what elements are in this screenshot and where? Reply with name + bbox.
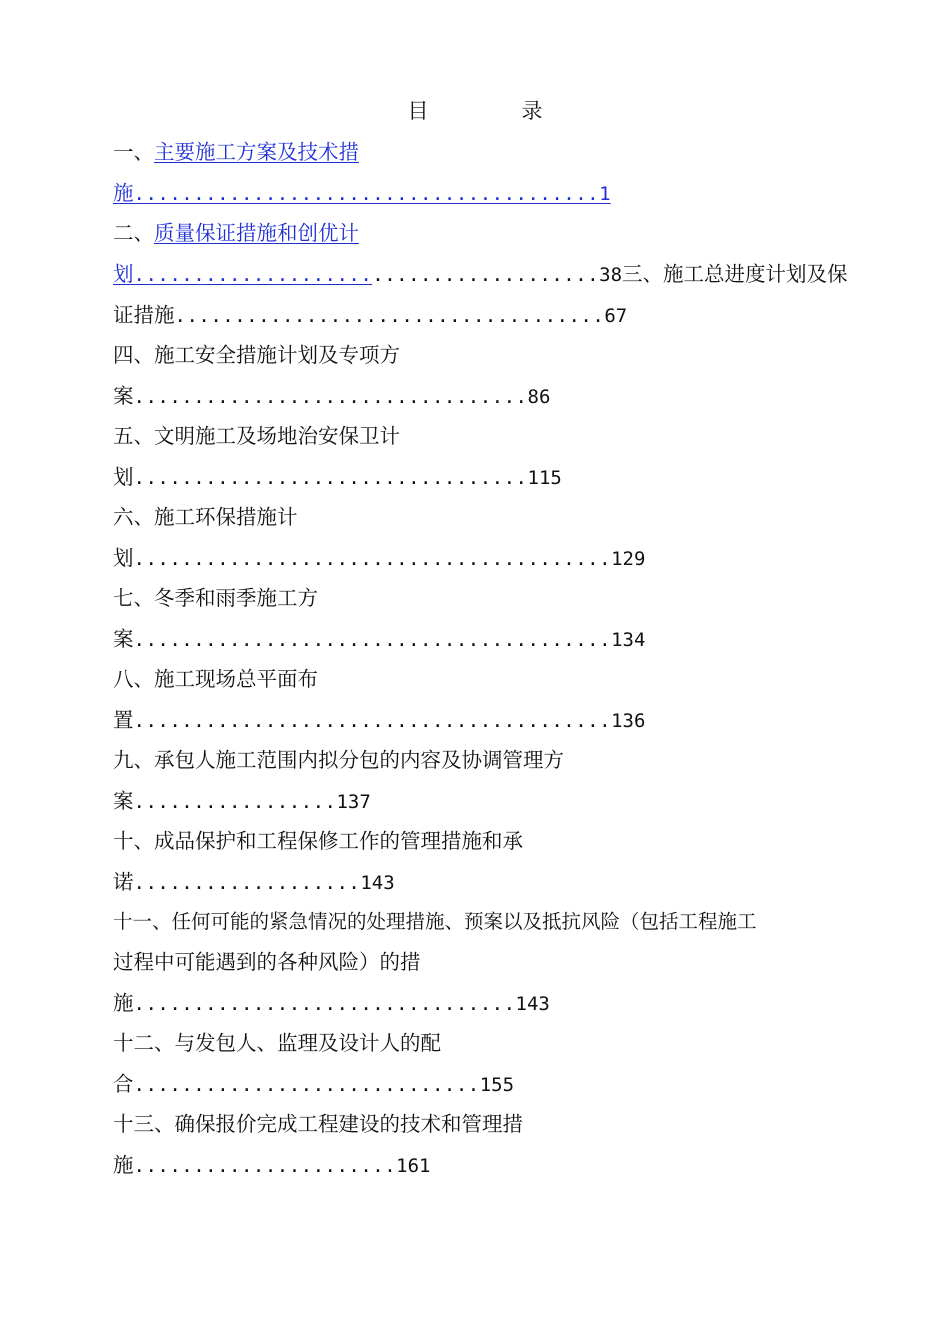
toc-entry-3-leader: .................................... <box>174 305 605 327</box>
toc-entry-11-page-line <box>113 989 550 1018</box>
toc-entry-1-heading <box>113 138 359 166</box>
toc-entry-13-heading: 十三、确保报价完成工程建设的技术和管理措 <box>113 1112 523 1136</box>
toc-entry-4-heading: 四、施工安全措施计划及专项方 <box>113 343 400 367</box>
toc-entry-13-page: 161 <box>396 1155 431 1177</box>
toc-entry-2-leader-link: .................... <box>133 264 373 286</box>
toc-entry-5-heading: 五、文明施工及场地治安保卫计 <box>113 424 400 448</box>
toc-entry-9-page: 137 <box>336 791 371 813</box>
toc-entry-7-heading: 七、冬季和雨季施工方 <box>113 586 318 610</box>
toc-entry-7-page: 134 <box>611 629 646 651</box>
toc-entry-9-leader: ................. <box>133 791 337 813</box>
toc-entry-9-word: 案 <box>113 789 134 813</box>
toc-entry-10-leader: ................... <box>133 872 361 894</box>
toc-entry-12-word: 合 <box>113 1072 134 1096</box>
toc-entry-12-leader: ............................. <box>133 1074 480 1096</box>
toc-entry-5-page-line <box>113 463 562 492</box>
toc-entry-1-page: 1 <box>599 183 611 205</box>
toc-entry-9-page-line <box>113 787 371 816</box>
toc-entry-4-leader: ................................. <box>133 386 528 408</box>
toc-entry-2-word: 划 <box>113 262 134 286</box>
toc-entry-2-page-line <box>113 260 848 289</box>
toc-entry-5-page: 115 <box>527 467 562 489</box>
toc-entry-4-page: 86 <box>527 386 551 408</box>
toc-entry-1-link[interactable]: 主要施工方案及技术措 <box>154 140 359 164</box>
toc-entry-11-heading-continued: 过程中可能遇到的各种风险）的措 <box>113 950 421 974</box>
toc-entry-2-link[interactable]: 质量保证措施和创优计 <box>154 221 359 245</box>
toc-entry-2-leader: ................... <box>372 264 600 286</box>
toc-entry-1-leader: ....................................... <box>133 183 600 205</box>
toc-entry-6-page: 129 <box>611 548 646 570</box>
toc-entry-2-number: 二、 <box>113 221 154 245</box>
toc-entry-13-word: 施 <box>113 1153 134 1177</box>
toc-entry-11-heading: 十一、任何可能的紧急情况的处理措施、预案以及抵抗风险（包括工程施工 <box>113 910 757 933</box>
toc-title: 目 录 <box>407 99 579 123</box>
toc-entry-1-word: 施 <box>113 181 134 205</box>
toc-entry-2-link-tail[interactable] <box>113 262 372 286</box>
toc-entry-3-page: 67 <box>604 305 628 327</box>
toc-entry-10-word: 诺 <box>113 870 134 894</box>
toc-entry-5-leader: ................................. <box>133 467 528 489</box>
toc-entry-3-page-line <box>113 301 627 330</box>
toc-entry-11-leader: ................................ <box>133 993 516 1015</box>
toc-entry-8-word: 置 <box>113 708 134 732</box>
toc-entry-8-heading: 八、施工现场总平面布 <box>113 667 318 691</box>
toc-entry-6-page-line <box>113 544 645 573</box>
toc-entry-10-heading: 十、成品保护和工程保修工作的管理措施和承 <box>113 829 523 853</box>
toc-entry-12-page: 155 <box>479 1074 515 1096</box>
toc-entry-6-leader: ........................................ <box>133 548 612 570</box>
toc-entry-11-word: 施 <box>113 991 134 1015</box>
toc-entry-7-word: 案 <box>113 627 134 651</box>
toc-entry-8-page-line <box>113 706 645 735</box>
toc-entry-3-word: 证措施 <box>113 303 175 327</box>
toc-entry-10-page: 143 <box>360 872 395 894</box>
toc-entry-1-page-line[interactable] <box>113 179 611 208</box>
toc-entry-10-page-line <box>113 868 395 897</box>
toc-entry-8-page: 136 <box>611 710 646 732</box>
toc-entry-2-heading <box>113 219 359 247</box>
toc-entry-8-leader: ........................................ <box>133 710 612 732</box>
toc-entry-5-word: 划 <box>113 465 134 489</box>
toc-entry-9-heading: 九、承包人施工范围内拟分包的内容及协调管理方 <box>113 748 564 772</box>
toc-entry-1-number: 一、 <box>113 140 154 164</box>
toc-entry-13-leader: ...................... <box>133 1155 397 1177</box>
toc-entry-4-page-line <box>113 382 550 411</box>
toc-entry-6-heading: 六、施工环保措施计 <box>113 505 298 529</box>
toc-entry-3-heading: 三、施工总进度计划及保 <box>622 262 848 286</box>
toc-entry-2-page: 38 <box>599 264 623 286</box>
toc-entry-11-page: 143 <box>515 993 550 1015</box>
toc-entry-12-heading: 十二、与发包人、监理及设计人的配 <box>113 1031 441 1055</box>
toc-entry-13-page-line <box>113 1151 431 1180</box>
toc-entry-12-page-line <box>113 1070 514 1099</box>
toc-entry-7-page-line <box>113 625 645 654</box>
toc-entry-6-word: 划 <box>113 546 134 570</box>
toc-entry-7-leader: ........................................ <box>133 629 612 651</box>
toc-entry-4-word: 案 <box>113 384 134 408</box>
